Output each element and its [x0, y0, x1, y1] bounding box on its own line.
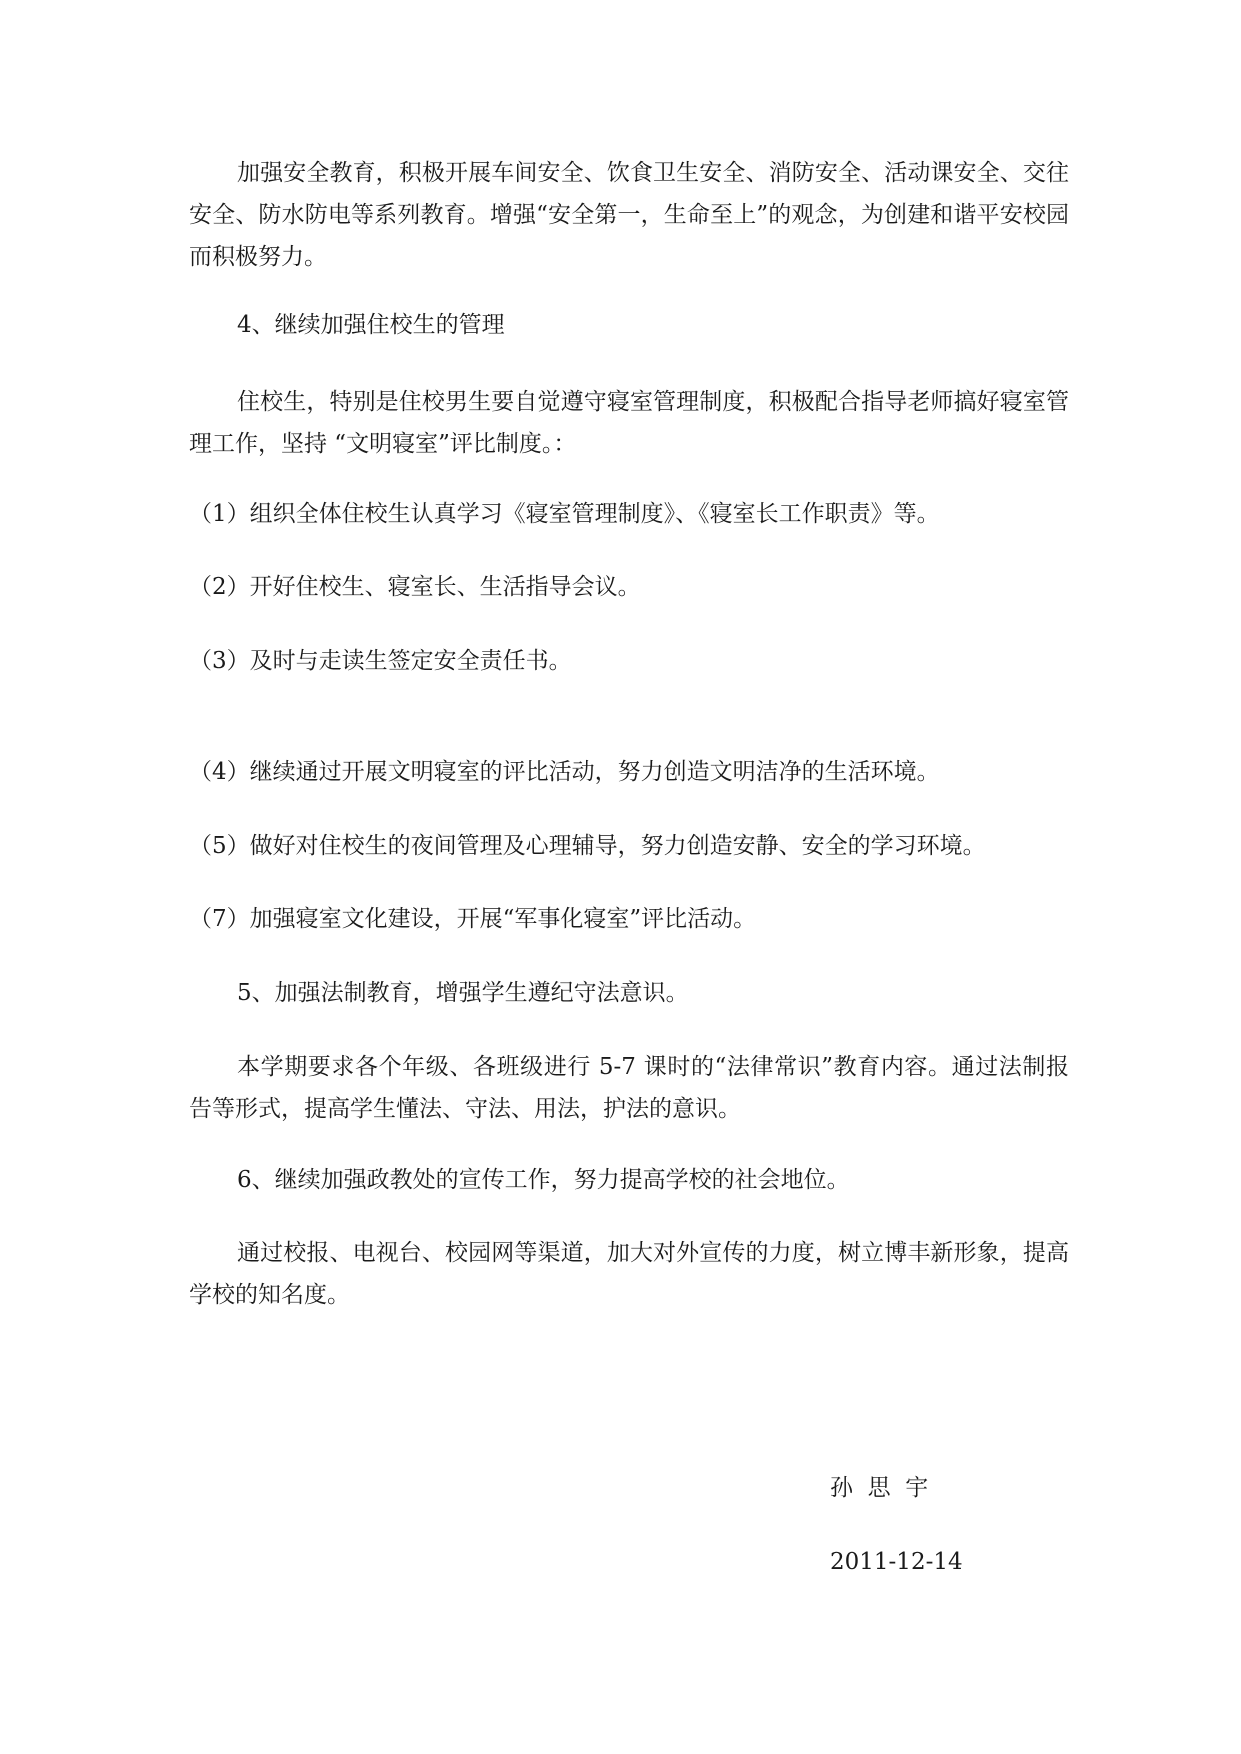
list-item-3: （3）及时与走读生签定安全责任书。	[189, 648, 572, 674]
list-item-2: （2）开好住校生、寝室长、生活指导会议。	[189, 574, 641, 600]
heading-publicity-work: 6、继续加强政教处的宣传工作，努力提高学校的社会地位。	[237, 1167, 850, 1193]
signature-date: 2011-12-14	[830, 1549, 963, 1575]
heading-legal-education: 5、加强法制教育，增强学生遵纪守法意识。	[237, 980, 689, 1006]
list-item-7: （7）加强寝室文化建设，开展“军事化寝室”评比活动。	[189, 906, 757, 932]
list-item-1: （1）组织全体住校生认真学习《寝室管理制度》、《寝室长工作职责》等。	[189, 501, 940, 527]
paragraph-safety-education: 加强安全教育，积极开展车间安全、饮食卫生安全、消防安全、活动课安全、交往安全、防水防电等系列教育。增强“安全第一，生命至上”的观念，为创建和谐平安校园而积极努力。	[189, 160, 1069, 270]
paragraph-publicity-work: 通过校报、电视台、校园网等渠道，加大对外宣传的力度，树立博丰新形象，提高学校的知名度。	[189, 1240, 1069, 1308]
heading-boarding-management: 4、继续加强住校生的管理	[237, 312, 505, 338]
paragraph-boarding-students: 住校生，特别是住校男生要自觉遵守寝室管理制度，积极配合指导老师搞好寝室管理工作，坚持 “文明寝室”评比制度。：	[189, 389, 1069, 457]
list-item-4: （4）继续通过开展文明寝室的评比活动，努力创造文明洁净的生活环境。	[189, 759, 940, 785]
paragraph-legal-education: 本学期要求各个年级、各班级进行 5-7 课时的“法律常识”教育内容。通过法制报告等形式，提高学生懂法、守法、用法，护法的意识。	[189, 1054, 1069, 1122]
signature-name: 孙 思 宇	[830, 1475, 929, 1501]
list-item-5: （5）做好对住校生的夜间管理及心理辅导，努力创造安静、安全的学习环境。	[189, 833, 986, 859]
